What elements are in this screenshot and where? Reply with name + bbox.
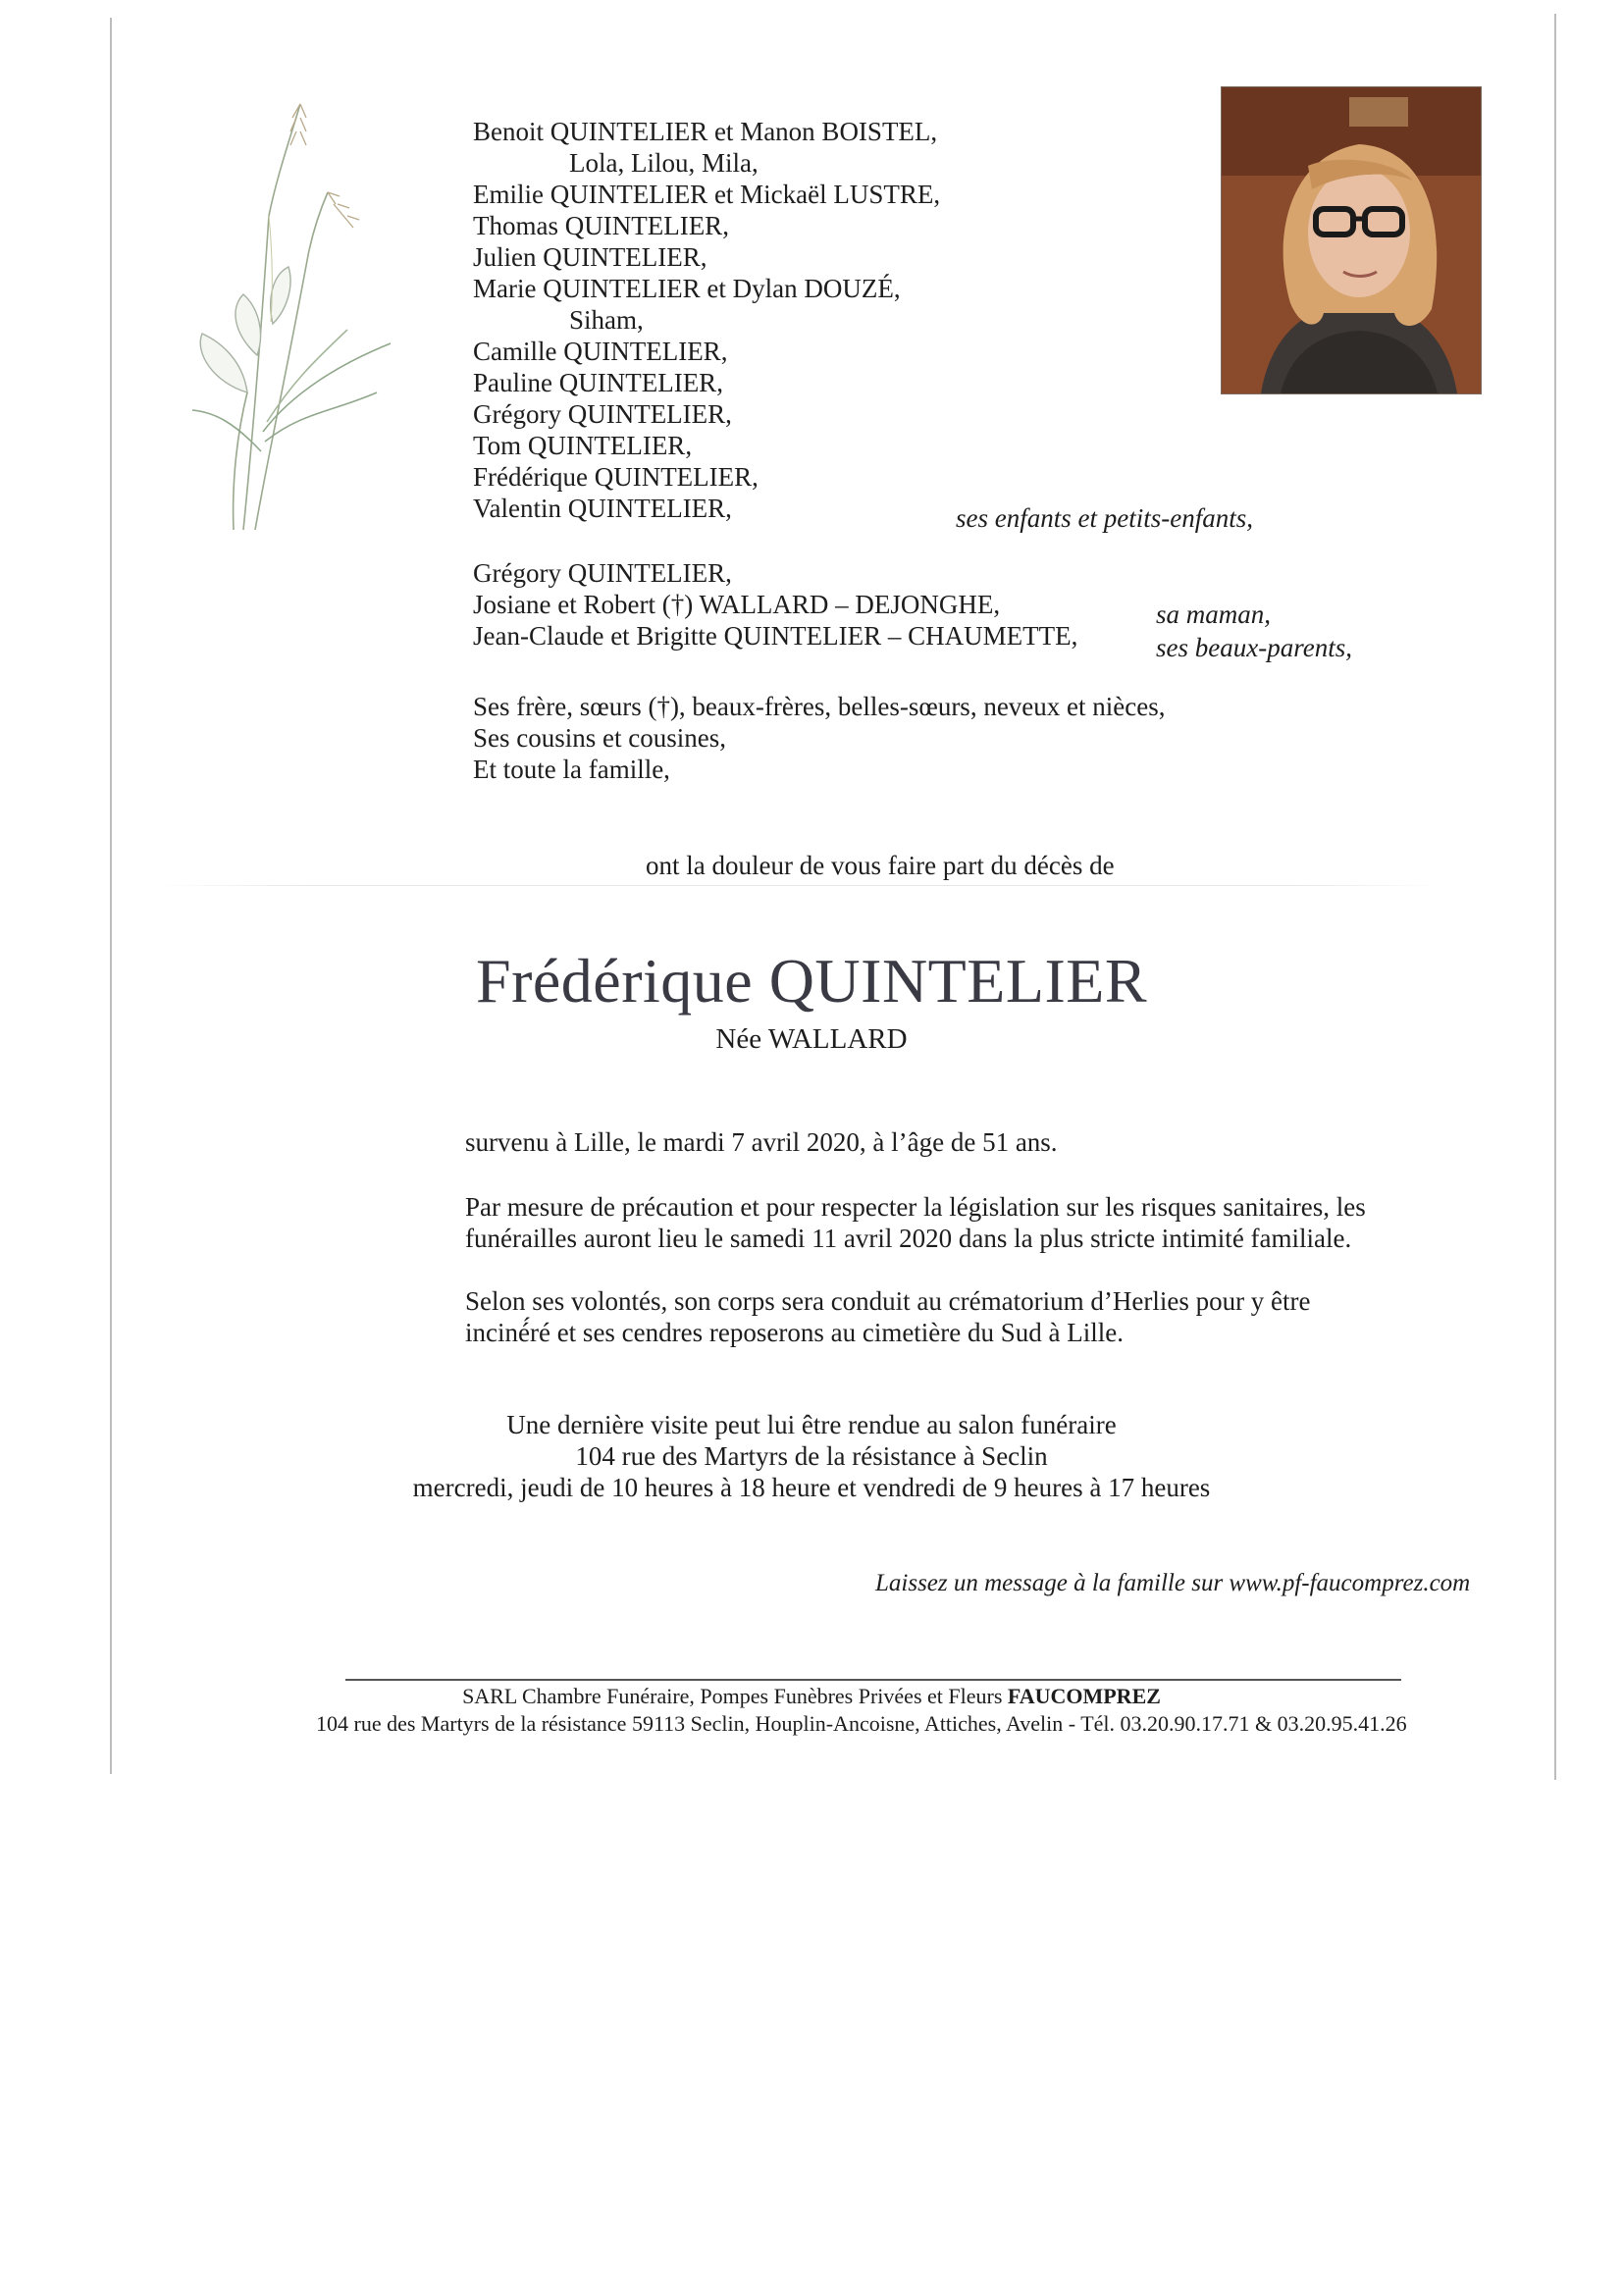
footer-company-text: SARL Chambre Funéraire, Pompes Funèbres Privées et Fleurs [462,1684,1003,1708]
spouse-line: Grégory QUINTELIER, [473,558,732,588]
family-line: Benoit QUINTELIER et Manon BOISTEL, [473,117,938,146]
announcement: ont la douleur de vous faire part du décès de [646,851,1115,880]
extended-family-line: Et toute la famille, [473,755,670,784]
portrait-photo [1221,86,1482,394]
lily-illustration [175,98,400,540]
family-line: Tom QUINTELIER, [473,431,693,460]
children-role: ses enfants et petits-enfants, [956,503,1253,533]
page-edge-right [1554,14,1556,1780]
footer-rule [345,1679,1401,1681]
maiden-name: Née WALLARD [715,1023,908,1055]
family-line: Marie QUINTELIER et Dylan DOUZÉ, [473,274,901,303]
family-line: Camille QUINTELIER, [473,337,728,366]
family-line: Pauline QUINTELIER, [473,368,723,397]
family-line: Emilie QUINTELIER et Mickaël LUSTRE, [473,180,941,209]
family-line: Frédérique QUINTELIER, [473,462,759,492]
visit-line: Une dernière visite peut lui être rendue au salon funéraire [506,1410,1117,1439]
family-line: Grégory QUINTELIER, [473,399,732,429]
deceased-name: Frédérique QUINTELIER [475,946,1148,1016]
family-line: Thomas QUINTELIER, [473,211,729,240]
page-edge-left [110,18,112,1774]
in-laws-line: Jean-Claude et Brigitte QUINTELIER – CHAUMETTE, [473,621,1078,651]
mother-line: Josiane et Robert (†) WALLARD – DEJONGHE, [473,590,1001,619]
extended-family-line: Ses frère, sœurs (†), beaux-frères, belles-sœurs, neveux et nièces, [473,692,1166,721]
family-line: Lola, Lilou, Mila, [569,148,759,178]
footer-company [0,1684,1623,1709]
funeral-info-line: funérailles auront lieu le samedi 11 avril 2020 dans la plus stricte intimité familiale. [465,1224,1352,1253]
wishes-line: inciné́ré et ses cendres reposerons au cimetière du Sud à Lille. [465,1318,1124,1347]
family-line: Julien QUINTELIER, [473,242,707,272]
mother-role: sa maman, [1156,600,1272,629]
family-line: Valentin QUINTELIER, [473,494,732,523]
family-line: Siham, [569,305,644,335]
footer-company-brand: FAUCOMPREZ [1007,1684,1161,1708]
wishes-line: Selon ses volontés, son corps sera conduit au crématorium d’Herlies pour y être [465,1286,1311,1316]
visit-line: mercredi, jeudi de 10 heures à 18 heure et vendredi de 9 heures à 17 heures [412,1473,1211,1502]
funeral-info-line: Par mesure de précaution et pour respecter la législation sur les risques sanitaires, les [465,1192,1366,1222]
in-laws-role: ses beaux-parents, [1156,633,1352,662]
footer-address: 104 rue des Martyrs de la résistance 59113 Seclin, Houplin-Ancoisne, Attiches, Avelin - Tél. 03.20.90.17.71 & 03.20.95.41.26 [316,1711,1407,1736]
fold-line [157,885,1442,886]
extended-family-line: Ses cousins et cousines, [473,723,726,753]
death-info: survenu à Lille, le mardi 7 avril 2020, à l’âge de 51 ans. [465,1127,1058,1157]
visit-line: 104 rue des Martyrs de la résistance à Seclin [575,1441,1048,1471]
message-link[interactable]: Laissez un message à la famille sur www.pf-faucomprez.com [875,1570,1471,1596]
